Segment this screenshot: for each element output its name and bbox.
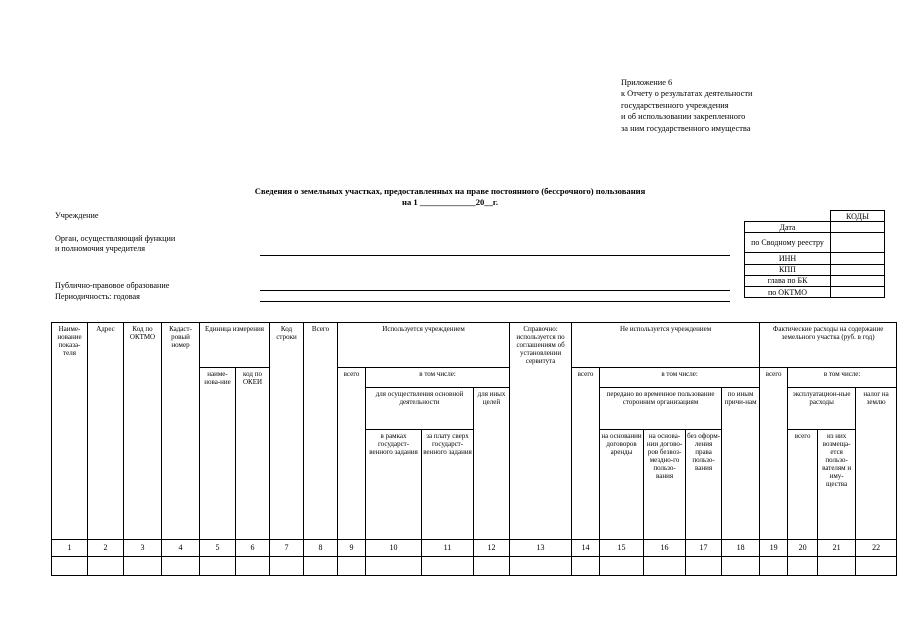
col-oktmo-header: Код по ОКТМО	[124, 323, 162, 540]
code-label-date: Дата	[745, 222, 831, 233]
col-total-header: Всего	[304, 323, 338, 540]
institution-label: Учреждение	[55, 211, 99, 220]
data-row	[52, 557, 897, 576]
data-cell[interactable]	[760, 557, 788, 576]
code-value-oktmo[interactable]	[831, 286, 885, 297]
col-number: 21	[818, 540, 856, 557]
col-used-incl-header: в том числе:	[366, 368, 510, 388]
title-line-1: Сведения о земельных участках, предоставленных на праве постоянного (бессрочного) пользования	[254, 186, 646, 196]
col-number: 19	[760, 540, 788, 557]
founder-label-line-2: и полномочия учредителя	[55, 244, 146, 253]
col-servitude-header: Справочно: используется по соглашениям об установлении сервитута	[510, 323, 572, 540]
data-cell[interactable]	[644, 557, 686, 576]
periodicity-label: Периодичность: годовая	[55, 292, 140, 301]
document-title	[160, 186, 740, 208]
col-number: 20	[788, 540, 818, 557]
col-other-purposes-header: для иных целей	[474, 388, 510, 540]
data-cell[interactable]	[722, 557, 760, 576]
data-cell[interactable]	[52, 557, 88, 576]
col-state-task-header: в рамках государст-венного задания	[366, 430, 422, 540]
data-cell[interactable]	[304, 557, 338, 576]
data-cell[interactable]	[270, 557, 304, 576]
public-entity-fill-line[interactable]	[260, 290, 730, 291]
data-cell[interactable]	[162, 557, 200, 576]
title-line-2: на 1 _____________20__г.	[402, 197, 498, 207]
data-cell[interactable]	[236, 557, 270, 576]
col-number: 14	[572, 540, 600, 557]
col-reimbursed-header: из них возмеща-ется пользо-вателям и иму-щества	[818, 430, 856, 540]
col-number: 6	[236, 540, 270, 557]
col-number: 1	[52, 540, 88, 557]
code-label-registry: по Сводному реестру	[745, 233, 831, 253]
data-cell[interactable]	[686, 557, 722, 576]
data-cell[interactable]	[200, 557, 236, 576]
data-cell[interactable]	[474, 557, 510, 576]
data-cell[interactable]	[572, 557, 600, 576]
appendix-line: за ним государственного имущества	[621, 123, 751, 133]
col-cadastral-header: Кадаст-ровый номер	[162, 323, 200, 540]
code-value-registry[interactable]	[831, 233, 885, 253]
col-lease-header: на основании договоров аренды	[600, 430, 644, 540]
col-number: 17	[686, 540, 722, 557]
col-free-use-header: на основа-нии догово-ров безвоз-мездно-го пользо-вания	[644, 430, 686, 540]
col-used-header: Используется учреждением	[338, 323, 510, 368]
col-expenses-incl-header: в том числе:	[788, 368, 897, 388]
col-main-activity-header: для осуществления основной деятельности	[366, 388, 474, 430]
appendix-line: к Отчету о результатах деятельности	[621, 89, 753, 99]
public-entity-label: Публично-правовое образование	[55, 281, 170, 290]
data-cell[interactable]	[422, 557, 474, 576]
col-unit-okei-header: код по ОКЕИ	[236, 368, 270, 540]
code-value-kpp[interactable]	[831, 264, 885, 275]
code-value-bk[interactable]	[831, 275, 885, 286]
data-cell[interactable]	[338, 557, 366, 576]
data-cell[interactable]	[788, 557, 818, 576]
col-not-used-incl-header: в том числе:	[600, 368, 760, 388]
col-land-tax-header: налог на землю	[856, 388, 897, 540]
code-value-date[interactable]	[831, 222, 885, 233]
col-number: 11	[422, 540, 474, 557]
appendix-line: и об использовании закрепленного	[621, 112, 746, 122]
periodicity-fill-line[interactable]	[260, 301, 730, 302]
founder-fill-line[interactable]	[260, 255, 730, 256]
col-unit-name-header: наиме-нова-ние	[200, 368, 236, 540]
col-not-used-total-header: всего	[572, 368, 600, 540]
col-expenses-total-header: всего	[760, 368, 788, 540]
col-not-used-header: Не используется учреждением	[572, 323, 760, 368]
data-cell[interactable]	[600, 557, 644, 576]
col-number: 16	[644, 540, 686, 557]
col-expenses-header: Фактические расходы на содержание земельного участка (руб. в год)	[760, 323, 897, 368]
col-number: 15	[600, 540, 644, 557]
col-number: 4	[162, 540, 200, 557]
col-number: 7	[270, 540, 304, 557]
code-value-inn[interactable]	[831, 253, 885, 264]
col-other-reasons-header: по иным причи-нам	[722, 388, 760, 540]
appendix-header	[621, 77, 753, 134]
col-number: 5	[200, 540, 236, 557]
col-number: 8	[304, 540, 338, 557]
col-number: 9	[338, 540, 366, 557]
col-operating-header: эксплуатацион-ные расходы	[788, 388, 856, 430]
appendix-line: государственного учреждения	[621, 100, 729, 110]
data-cell[interactable]	[124, 557, 162, 576]
column-numbers-row	[52, 540, 897, 557]
codes-table	[744, 210, 885, 298]
data-cell[interactable]	[856, 557, 897, 576]
col-operating-total-header: всего	[788, 430, 818, 540]
data-cell[interactable]	[88, 557, 124, 576]
code-label-bk: глава по БК	[745, 275, 831, 286]
code-label-kpp: КПП	[745, 264, 831, 275]
col-number: 10	[366, 540, 422, 557]
codes-header: КОДЫ	[831, 211, 885, 222]
code-label-inn: ИНН	[745, 253, 831, 264]
data-cell[interactable]	[818, 557, 856, 576]
col-address-header: Адрес	[88, 323, 124, 540]
appendix-line: Приложение 6	[621, 78, 673, 87]
col-row-code-header: Код строки	[270, 323, 304, 540]
col-name-header: Наиме-нование показа-теля	[52, 323, 88, 540]
col-unit-header: Единица измерения	[200, 323, 270, 368]
col-number: 2	[88, 540, 124, 557]
col-number: 3	[124, 540, 162, 557]
col-number: 12	[474, 540, 510, 557]
col-no-paper-header: без оформ-ления права пользо-вания	[686, 430, 722, 540]
col-number: 22	[856, 540, 897, 557]
col-number: 13	[510, 540, 572, 557]
founder-label-line-1: Орган, осуществляющий функции	[55, 234, 176, 243]
col-over-task-header: за плату сверх государст-венного задания	[422, 430, 474, 540]
data-cell[interactable]	[510, 557, 572, 576]
land-plots-table	[51, 322, 897, 576]
data-cell[interactable]	[366, 557, 422, 576]
code-label-oktmo: по ОКТМО	[745, 286, 831, 297]
col-number: 18	[722, 540, 760, 557]
col-transferred-header: передано во временное пользование сторонним организациям	[600, 388, 722, 430]
col-used-total-header: всего	[338, 368, 366, 540]
